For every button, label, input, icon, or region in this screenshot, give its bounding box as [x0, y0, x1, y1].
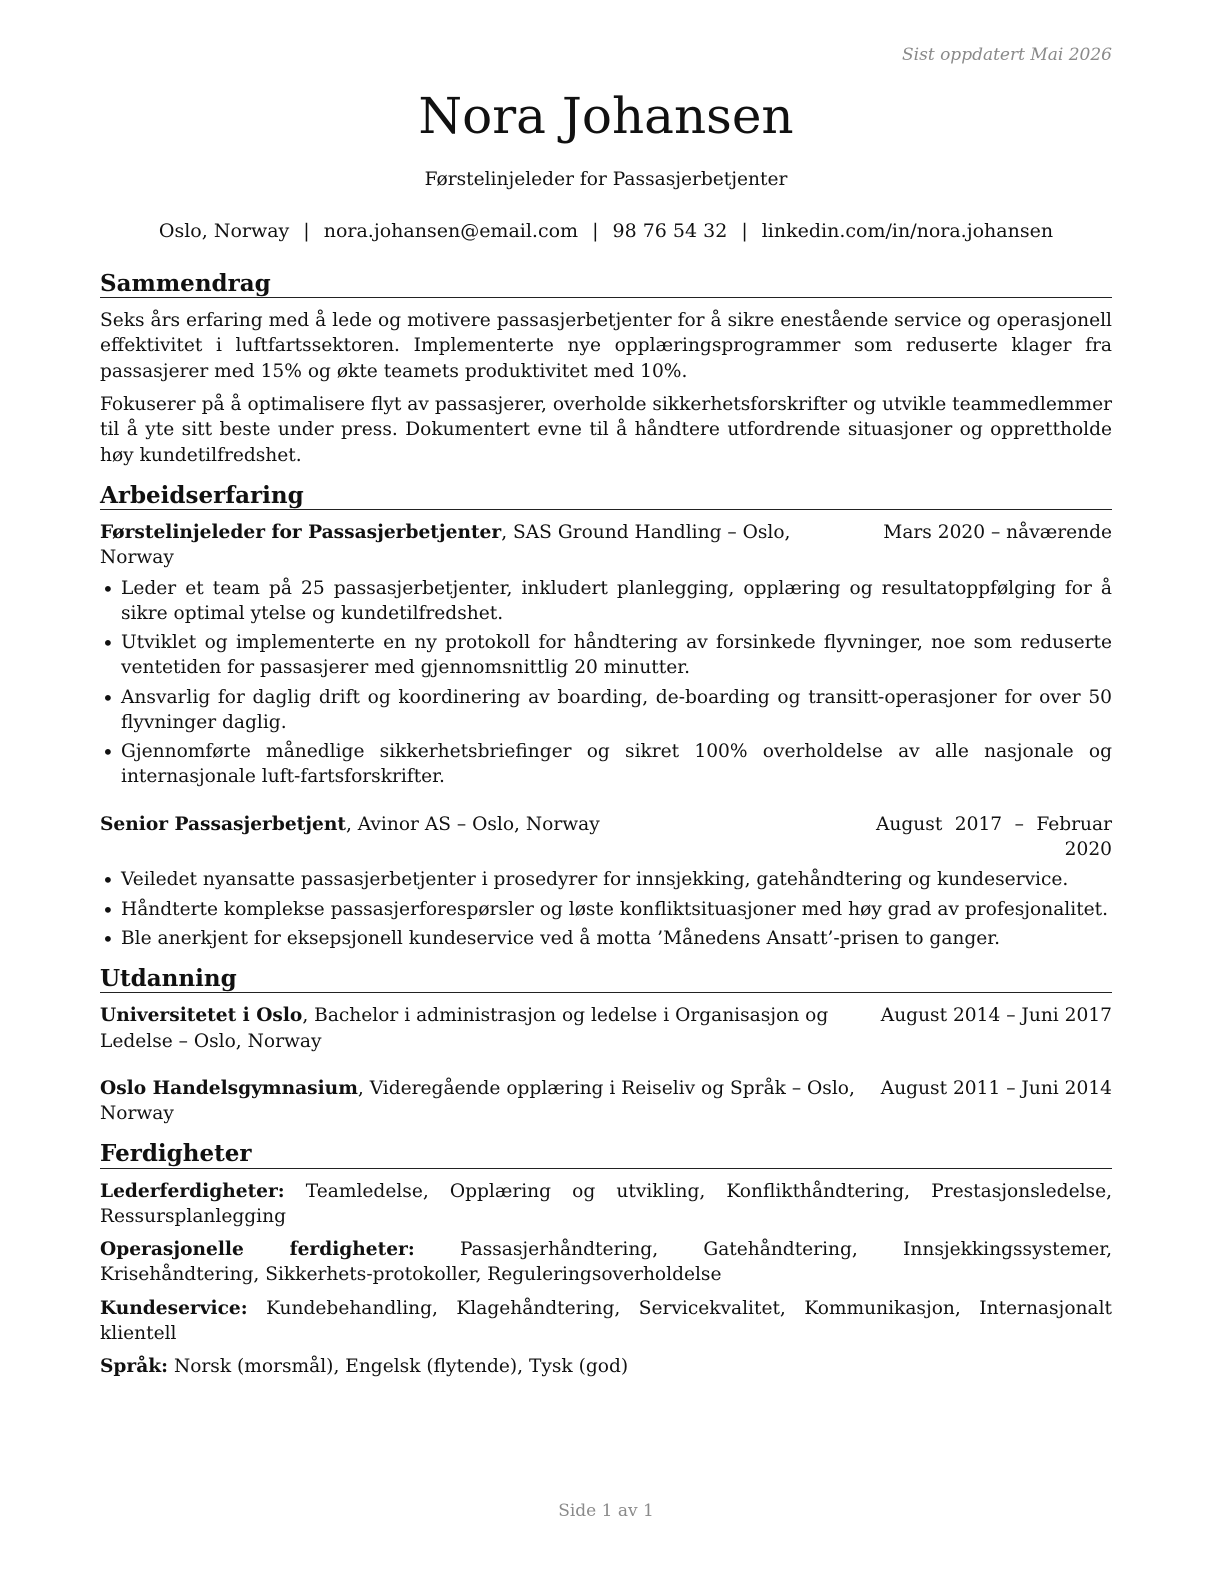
skills-heading: Ferdigheter [100, 1140, 1112, 1168]
summary-paragraph: Fokuserer på å optimalisere flyt av passasjerer, overholde sikkerhetsforskrifter og utvikle teammedlemmer til å yte sitt beste under press. Dokumentert evne til å håndtere utfordrende situasjoner og opprettholde høy kundetilfredshet. [100, 393, 1112, 466]
education-dates: August 2014 – Juni 2017 [880, 1005, 1112, 1027]
skill-row [100, 1354, 1112, 1379]
job-bullets [100, 576, 1112, 790]
education-degree: , Bachelor i administrasjon og ledelse i Organisasjon og Ledelse – Oslo, Norway [100, 1005, 829, 1052]
job-dates: Mars 2020 – nåværende [883, 521, 1112, 543]
job-entry [100, 520, 1112, 790]
candidate-title: Førstelinjeleder for Passasjerbetjenter [424, 169, 788, 190]
summary-heading: Sammendrag [100, 270, 1112, 298]
experience-heading: Arbeidserfaring [100, 482, 1112, 510]
job-header [100, 812, 1112, 863]
education-dates: August 2011 – Juni 2014 [880, 1077, 1112, 1099]
education-section [100, 965, 1112, 1126]
candidate-name: Nora Johansen [418, 87, 794, 145]
contact-separator: | [592, 220, 599, 242]
job-title: Førstelinjeleder for Passasjerbetjenter [100, 521, 502, 543]
job-title-line [100, 520, 865, 571]
skill-row [100, 1179, 1112, 1230]
education-school: Oslo Handelsgymnasium [100, 1077, 358, 1099]
last-updated-note: Sist oppdatert Mai 2026 [902, 45, 1112, 65]
list-item: • Ble anerkjent for eksepsjonell kundeservice ved å motta ’Månedens Ansatt’-prisen to ganger. [100, 926, 1112, 951]
contact-linkedin[interactable]: linkedin.com/in/nora.johansen [761, 220, 1054, 242]
education-degree: , Videregående opplæring i Reiseliv og Språk – Oslo, Norway [100, 1077, 855, 1125]
job-employer: , SAS Ground Handling – Oslo, Norway [100, 521, 791, 569]
job-employer: , Avinor AS – Oslo, Norway [345, 813, 600, 835]
contact-separator: | [741, 220, 748, 242]
list-item: • Ansvarlig for daglig drift og koordinering av boarding, de-boarding og transitt-operasjoner for over 50 flyvninger daglig. [100, 685, 1112, 736]
contact-email[interactable]: nora.johansen@email.com [323, 220, 579, 242]
page-number: Side 1 av 1 [558, 1501, 654, 1521]
job-bullets [100, 867, 1112, 951]
contact-location: Oslo, Norway [158, 220, 290, 242]
skill-row [100, 1237, 1112, 1288]
job-dates: August 2017 – Februar 2020 [876, 813, 1112, 861]
skill-value: Norsk (morsmål), Engelsk (flytende), Tysk (god) [168, 1356, 629, 1378]
skills-section [100, 1140, 1112, 1379]
job-entry [100, 812, 1112, 951]
list-item: • Håndterte komplekse passasjerforespørsler og løste konfliktsituasjoner med høy grad av profesjonalitet. [100, 897, 1112, 922]
education-description [100, 1003, 863, 1054]
job-header [100, 520, 1112, 571]
skill-row [100, 1296, 1112, 1347]
contact-phone[interactable]: 98 76 54 32 [612, 220, 728, 242]
education-entry [100, 1003, 1112, 1054]
list-item: • Utviklet og implementerte en ny protokoll for håndtering av forsinkede flyvninger, noe som reduserte ventetiden for passasjerer med gjennomsnittlig 20 minutter. [100, 630, 1112, 681]
skill-value: Teamledelse, Opplæring og utvikling, Konflikthåndtering, Prestasjonsledelse, Ressursplanlegging [100, 1180, 1112, 1227]
skill-label: Kundeservice: [100, 1297, 248, 1319]
job-title: Senior Passasjerbetjent [100, 813, 346, 835]
list-item: • Leder et team på 25 passasjerbetjenter, inkludert planlegging, opplæring og resultatoppfølging for å sikre optimal ytelse og kundetilfredshet. [100, 576, 1112, 627]
job-title-line [100, 812, 858, 837]
skill-value: Passasjerhåndtering, Gatehåndtering, Innsjekkingssystemer, Krisehåndtering, Sikkerhets-protokoller, Reguleringsoverholdelse [100, 1239, 1112, 1286]
skill-label: Språk: [100, 1356, 169, 1378]
education-heading: Utdanning [100, 965, 1112, 993]
education-description [100, 1076, 863, 1127]
summary-paragraph: Seks års erfaring med å lede og motivere passasjerbetjenter for å sikre enestående service og operasjonell effektivitet i luftfartssektoren. Implementerte nye opplæringsprogrammer som reduserte klager fra passasjerer med 15% og økte teamets produktivitet med 10%. [100, 310, 1112, 382]
education-entry [100, 1076, 1112, 1127]
education-school: Universitetet i Oslo [100, 1005, 303, 1027]
resume-body [100, 270, 1112, 1388]
skill-value: Kundebehandling, Klagehåndtering, Servicekvalitet, Kommunikasjon, Internasjonalt klientell [100, 1297, 1112, 1344]
skill-label: Operasjonelle ferdigheter: [100, 1239, 415, 1261]
list-item: • Veiledet nyansatte passasjerbetjenter i prosedyrer for innsjekking, gatehåndtering og kundeservice. [100, 867, 1112, 892]
skill-label: Lederferdigheter: [100, 1180, 285, 1202]
list-item: • Gjennomførte månedlige sikkerhetsbriefinger og sikret 100% overholdelse av alle nasjonale og internasjonale luft-fartsforskrifter. [100, 739, 1112, 790]
summary-section [100, 270, 1112, 468]
experience-section [100, 482, 1112, 951]
contact-line [0, 219, 1212, 245]
contact-separator: | [303, 220, 310, 242]
